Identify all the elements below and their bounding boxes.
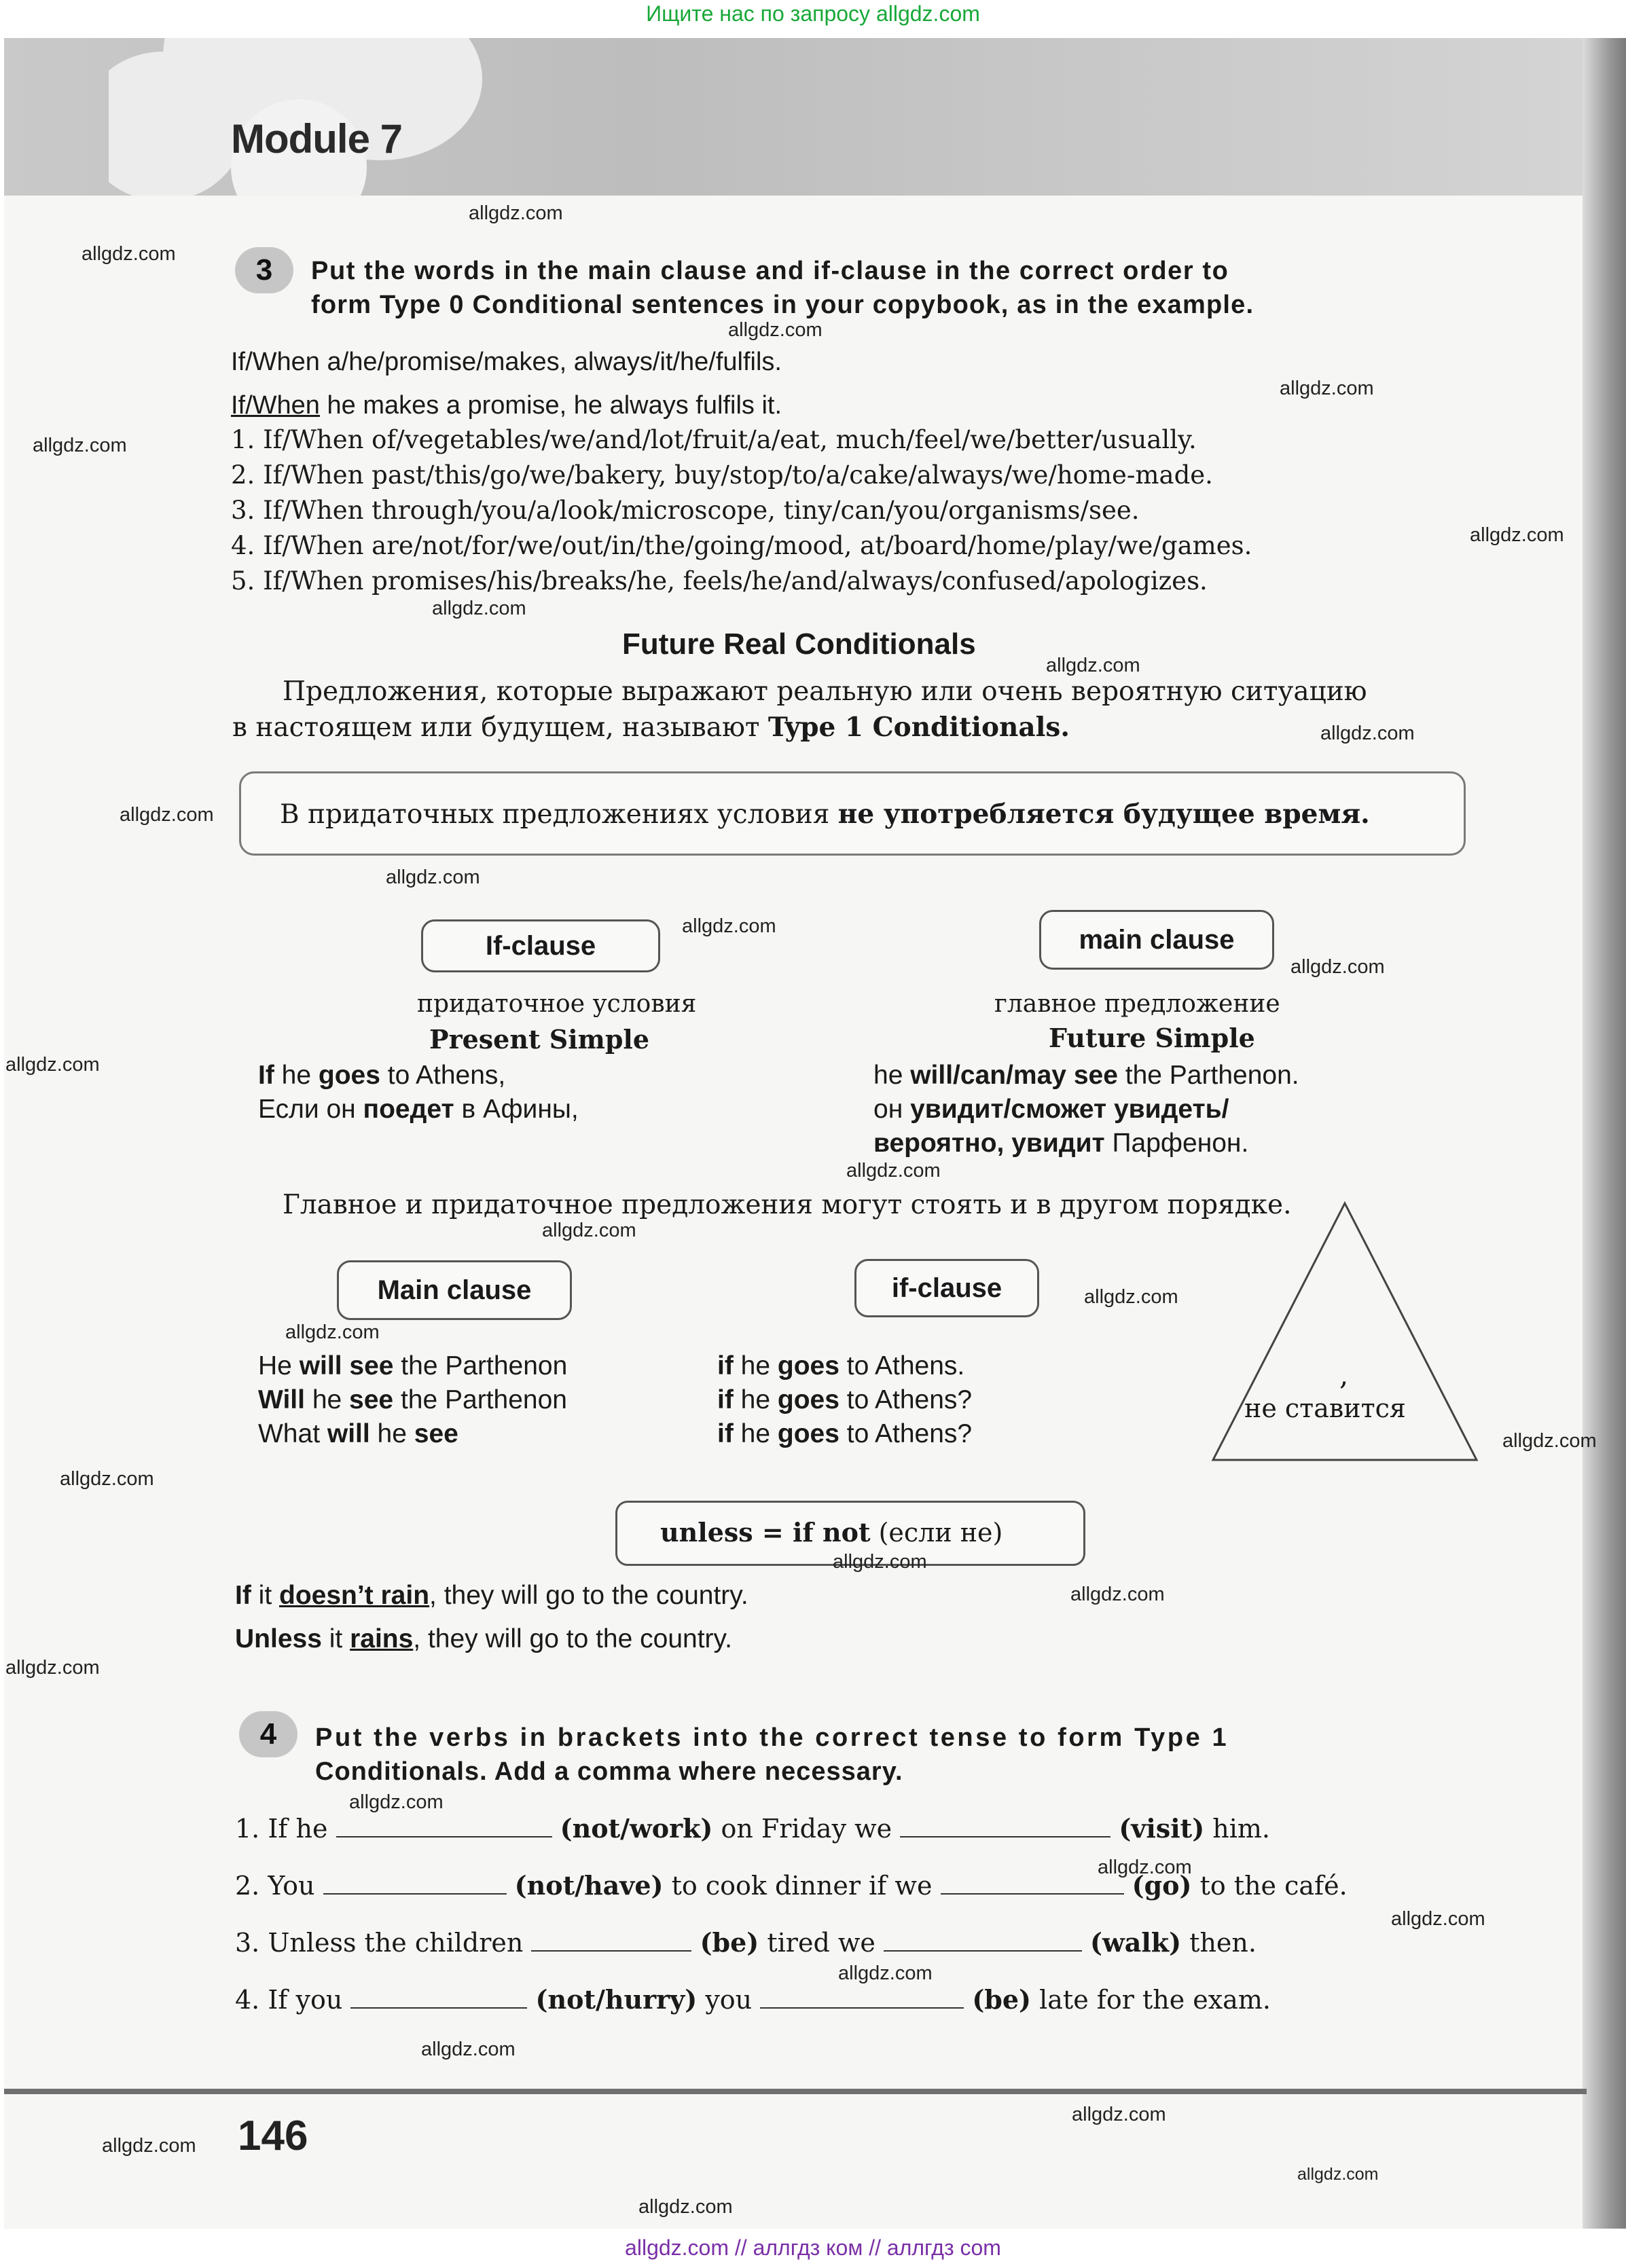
unless-box-text: unless = if not (если не): [660, 1517, 1003, 1548]
task-3-badge: 3: [235, 247, 293, 293]
example-main-clause: he will/can/may see the Parthenon.: [873, 1061, 1299, 1090]
main-clause-label: main clause: [1039, 910, 1274, 970]
watermark: allgdz.com: [60, 1468, 154, 1490]
grammar-intro-line1: Предложения, которые выражают реальную или очень вероятную ситуацию: [283, 676, 1367, 707]
task-3-instruction-line1: Put the words in the main clause and if-clause in the correct order to: [311, 257, 1229, 285]
watermark: allgdz.com: [638, 2196, 733, 2218]
watermark: allgdz.com: [833, 1551, 927, 1573]
watermark: allgdz.com: [838, 1962, 933, 1984]
task-4-item-2: 2. You (not/have) to cook dinner if we (go) to the café.: [235, 1870, 1348, 1901]
task-4-item-3: 3. Unless the children (be) tired we (walk) then.: [235, 1927, 1257, 1958]
order-example-2-main: Will he see the Parthenon: [258, 1385, 567, 1414]
order-example-2-if: if he goes to Athens?: [717, 1385, 973, 1414]
blank-4b[interactable]: [760, 1987, 964, 2009]
task-3-instruction-line2: form Type 0 Conditional sentences in your copybook, as in the example.: [311, 291, 1254, 319]
watermark: allgdz.com: [285, 1321, 380, 1343]
watermark: allgdz.com: [432, 598, 526, 619]
task-4-instruction-line2: Conditionals. Add a comma where necessary.: [315, 1757, 903, 1786]
example-main-clause-ru2: вероятно, увидит Парфенон.: [873, 1129, 1249, 1158]
if-clause-label: If-clause: [421, 919, 660, 972]
top-banner-link[interactable]: Ищите нас по запросу allgdz.com: [646, 1, 980, 26]
bottom-rule: [4, 2089, 1587, 2094]
example-answer-ifwhen: If/When: [231, 391, 320, 420]
watermark: allgdz.com: [1072, 2104, 1166, 2125]
unless-example-1: If it doesn’t rain, they will go to the country.: [235, 1581, 748, 1610]
main-clause-tense: Future Simple: [1049, 1023, 1255, 1053]
module-title: Module 7: [231, 116, 403, 162]
task-3-item-4: 4. If/When are/not/for/we/out/in/the/going/mood, at/board/home/play/we/games.: [231, 531, 1252, 560]
triangle-text: не ставится: [1244, 1393, 1406, 1423]
watermark: allgdz.com: [1391, 1908, 1485, 1930]
watermark: allgdz.com: [1070, 1584, 1165, 1605]
order-example-1-if: if he goes to Athens.: [717, 1351, 965, 1380]
watermark: allgdz.com: [1098, 1857, 1192, 1878]
page-fold-shadow: [1583, 38, 1626, 2229]
intro-line2-text: в настоящем или будущем, называют: [232, 712, 768, 743]
main-clause-label-2: Main clause: [337, 1260, 572, 1320]
order-example-3-if: if he goes to Athens?: [717, 1419, 973, 1448]
task-4-item-4: 4. If you (not/hurry) you (be) late for the exam.: [235, 1984, 1271, 2015]
task-3-item-2: 2. If/When past/this/go/we/bakery, buy/stop/to/a/cake/always/we/home-made.: [231, 460, 1213, 490]
watermark: allgdz.com: [1502, 1430, 1597, 1452]
comma-triangle: [1209, 1199, 1481, 1464]
watermark: allgdz.com: [5, 1054, 100, 1076]
watermark: allgdz.com: [1297, 2165, 1379, 2184]
watermark: allgdz.com: [5, 1657, 100, 1679]
if-clause-caption: придаточное условия: [417, 990, 697, 1018]
watermark: allgdz.com: [1470, 524, 1564, 546]
task-3-item-1: 1. If/When of/vegetables/we/and/lot/fruit/a/eat, much/feel/we/better/usually.: [231, 425, 1197, 454]
order-example-1-main: He will see the Parthenon: [258, 1351, 568, 1380]
rule-text-bold: не употребляется будущее время.: [837, 799, 1370, 830]
grammar-heading: Future Real Conditionals: [622, 627, 976, 661]
watermark: allgdz.com: [120, 804, 214, 826]
page-number: 146: [238, 2112, 308, 2159]
blank-2b[interactable]: [941, 1873, 1124, 1895]
unless-example-2: Unless it rains, they will go to the country.: [235, 1624, 732, 1653]
task-4-instruction: [315, 1721, 1470, 1789]
rule-text: [280, 799, 1370, 830]
task-4-item-1: 1. If he (not/work) on Friday we (visit) him.: [235, 1813, 1271, 1844]
blank-1b[interactable]: [900, 1816, 1110, 1837]
watermark: allgdz.com: [846, 1160, 941, 1182]
order-note: Главное и придаточное предложения могут стоять и в другом порядке.: [283, 1190, 1292, 1220]
watermark: allgdz.com: [102, 2135, 196, 2157]
watermark: allgdz.com: [82, 243, 176, 265]
intro-type1-bold: Type 1 Conditionals.: [767, 712, 1070, 743]
watermark: allgdz.com: [469, 202, 563, 224]
watermark: allgdz.com: [386, 866, 480, 888]
blank-2a[interactable]: [323, 1873, 507, 1895]
if-clause-tense: Present Simple: [429, 1024, 650, 1055]
example-answer-text: he makes a promise, he always fulfils it.: [319, 391, 782, 420]
example-if-clause: If he goes to Athens,: [258, 1061, 506, 1090]
blank-4a[interactable]: [350, 1987, 527, 2009]
blank-3b[interactable]: [884, 1930, 1082, 1952]
watermark: allgdz.com: [1280, 378, 1374, 399]
order-example-3-main: What will he see: [258, 1419, 458, 1448]
main-clause-caption: главное предложение: [994, 990, 1280, 1018]
watermark: allgdz.com: [349, 1791, 444, 1813]
bottom-banner-link[interactable]: allgdz.com // аллгдз ком // аллгдз com: [625, 2235, 1001, 2260]
watermark: allgdz.com: [1046, 655, 1140, 676]
watermark: allgdz.com: [33, 435, 127, 456]
task-3-example-prompt: If/When a/he/promise/makes, always/it/he/fulfils.: [231, 348, 782, 376]
watermark: allgdz.com: [421, 2038, 516, 2060]
task-3-item-3: 3. If/When through/you/a/look/microscope, tiny/can/you/organisms/see.: [231, 496, 1140, 525]
grammar-intro-line2: [232, 712, 1070, 743]
example-main-clause-ru1: он увидит/сможет увидеть/: [873, 1095, 1229, 1124]
task-3-item-5: 5. If/When promises/his/breaks/he, feels/he/and/always/confused/apologizes.: [231, 566, 1208, 596]
if-clause-label-2: if-clause: [854, 1259, 1039, 1317]
task-3-instruction: [311, 254, 1466, 322]
watermark: allgdz.com: [1084, 1286, 1178, 1308]
blank-1a[interactable]: [336, 1816, 552, 1837]
watermark: allgdz.com: [728, 319, 823, 341]
watermark: allgdz.com: [1290, 956, 1385, 978]
blank-3a[interactable]: [531, 1930, 691, 1952]
watermark: allgdz.com: [682, 915, 776, 937]
task-3-example-answer: [231, 391, 782, 420]
watermark: allgdz.com: [1320, 723, 1415, 744]
triangle-comma: ,: [1339, 1358, 1349, 1391]
example-if-clause-ru: Если он поедет в Афины,: [258, 1095, 579, 1124]
task-4-badge: 4: [239, 1711, 297, 1757]
rule-text-normal: В придаточных предложениях условия: [280, 799, 838, 830]
task-4-instruction-line1: Put the verbs in brackets into the correct tense to form Type 1: [315, 1723, 1229, 1752]
watermark: allgdz.com: [542, 1220, 636, 1241]
